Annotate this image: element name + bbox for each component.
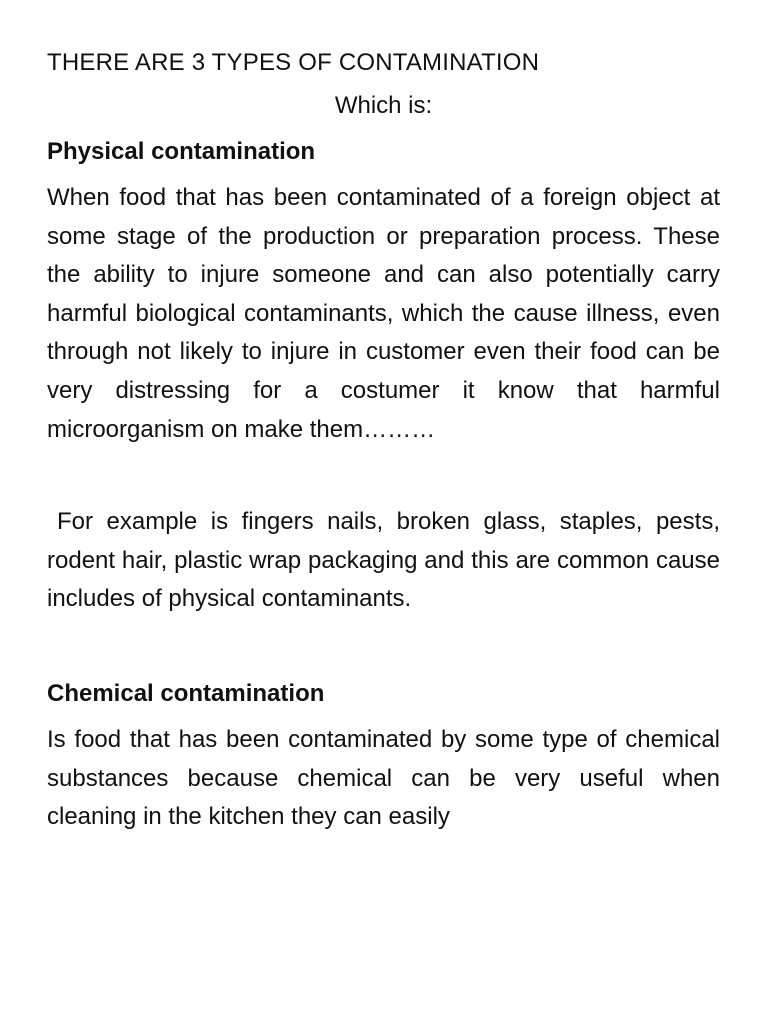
- chemical-description-paragraph: Is food that has been contaminated by some type of chemical substances because chemical can be very useful when cleaning in the kitchen they can easily: [47, 725, 720, 831]
- document-page: [47, 44, 720, 837]
- section-chemical-contamination: [47, 675, 720, 837]
- physical-example-paragraph: For example is fingers nails, broken glass, staples, pests, rodent hair, plastic wrap packaging and this are common cause includes of physical contaminants.: [47, 508, 720, 613]
- physical-description-paragraph: When food that has been contaminated of a foreign object at some stage of the production or preparation process. These the ability to injure someone and can also potentially carry harmful biological contaminants, which the cause illness, even through not likely to injure in customer even their food can be very distressing for a costumer it know that harmful microorganism on make them………: [47, 184, 720, 443]
- section-heading-physical: Physical contamination: [47, 138, 316, 165]
- section-physical-contamination: [47, 133, 720, 619]
- document-title: THERE ARE 3 TYPES OF CONTAMINATION: [47, 49, 540, 76]
- document-subtitle: Which is:: [334, 92, 433, 119]
- section-heading-chemical: Chemical contamination: [47, 679, 325, 707]
